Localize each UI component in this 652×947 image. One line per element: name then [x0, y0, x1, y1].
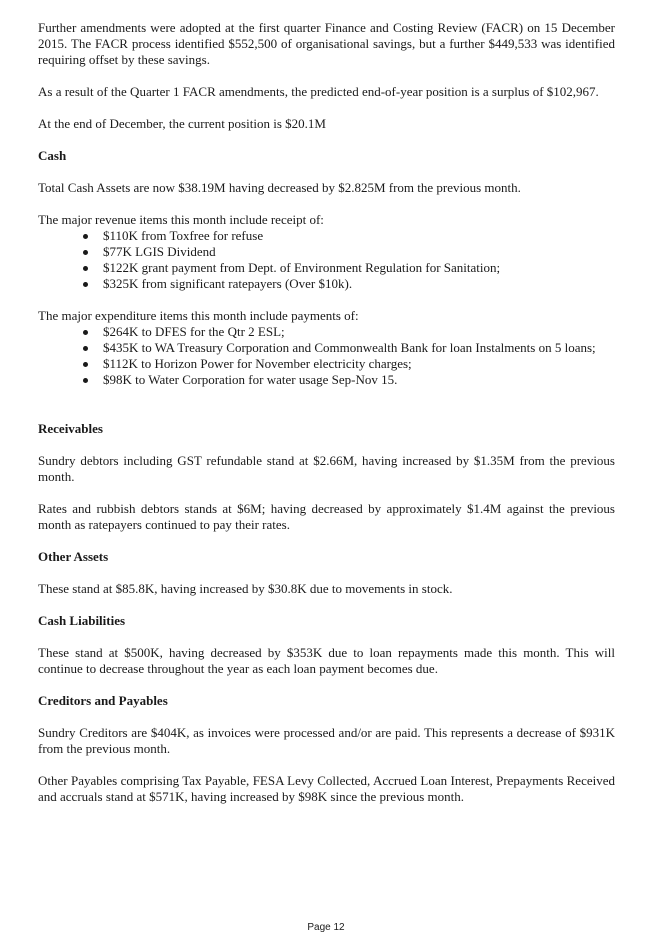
list-item: $77K LGIS Dividend	[103, 244, 615, 260]
cash-heading: Cash	[38, 148, 67, 163]
expenditure-intro: The major expenditure items this month include payments of:	[38, 308, 359, 323]
expenditure-list	[38, 324, 615, 388]
list-item: $110K from Toxfree for refuse	[103, 228, 615, 244]
revenue-list	[38, 228, 615, 292]
list-item: $122K grant payment from Dept. of Environment Regulation for Sanitation;	[103, 260, 615, 276]
rates-debtors-paragraph: Rates and rubbish debtors stands at $6M; having decreased by approximately $1.4M against the previous month as ratepayers continued to pay their rates.	[38, 501, 615, 532]
creditors-heading: Creditors and Payables	[38, 693, 168, 708]
other-assets-paragraph: These stand at $85.8K, having increased by $30.8K due to movements in stock.	[38, 581, 453, 596]
list-item: $98K to Water Corporation for water usage Sep-Nov 15.	[103, 372, 615, 388]
receivables-heading: Receivables	[38, 421, 103, 436]
cash-total-paragraph: Total Cash Assets are now $38.19M having decreased by $2.825M from the previous month.	[38, 180, 521, 195]
sundry-debtors-paragraph: Sundry debtors including GST refundable stand at $2.66M, having increased by $1.35M from the previous month.	[38, 453, 615, 484]
other-payables-paragraph: Other Payables comprising Tax Payable, FESA Levy Collected, Accrued Loan Interest, Prepayments Received and accruals stand at $571K, having increased by $98K since the previous month.	[38, 773, 615, 804]
other-assets-heading: Other Assets	[38, 549, 109, 564]
list-item: $435K to WA Treasury Corporation and Commonwealth Bank for loan Instalments on 5 loans;	[103, 340, 615, 356]
document-body	[38, 20, 615, 805]
list-item: $112K to Horizon Power for November electricity charges;	[103, 356, 615, 372]
facr-paragraph: Further amendments were adopted at the first quarter Finance and Costing Review (FACR) on 15 December 2015. The FACR process identified $552,500 of organisational savings, but a further $449,533 was identified requiring offset by these savings.	[38, 20, 615, 67]
page-number: Page 12	[307, 922, 345, 933]
result-paragraph: As a result of the Quarter 1 FACR amendments, the predicted end-of-year position is a surplus of $102,967.	[38, 84, 599, 99]
current-position-paragraph: At the end of December, the current position is $20.1M	[38, 116, 326, 131]
sundry-creditors-paragraph: Sundry Creditors are $404K, as invoices were processed and/or are paid. This represents a decrease of $931K from the previous month.	[38, 725, 615, 756]
list-item: $325K from significant ratepayers (Over $10k).	[103, 276, 615, 292]
revenue-intro: The major revenue items this month include receipt of:	[38, 212, 324, 227]
cash-liabilities-heading: Cash Liabilities	[38, 613, 126, 628]
cash-liabilities-paragraph: These stand at $500K, having decreased by $353K due to loan repayments made this month. This will continue to decrease throughout the year as each loan payment becomes due.	[38, 645, 615, 676]
list-item: $264K to DFES for the Qtr 2 ESL;	[103, 324, 615, 340]
